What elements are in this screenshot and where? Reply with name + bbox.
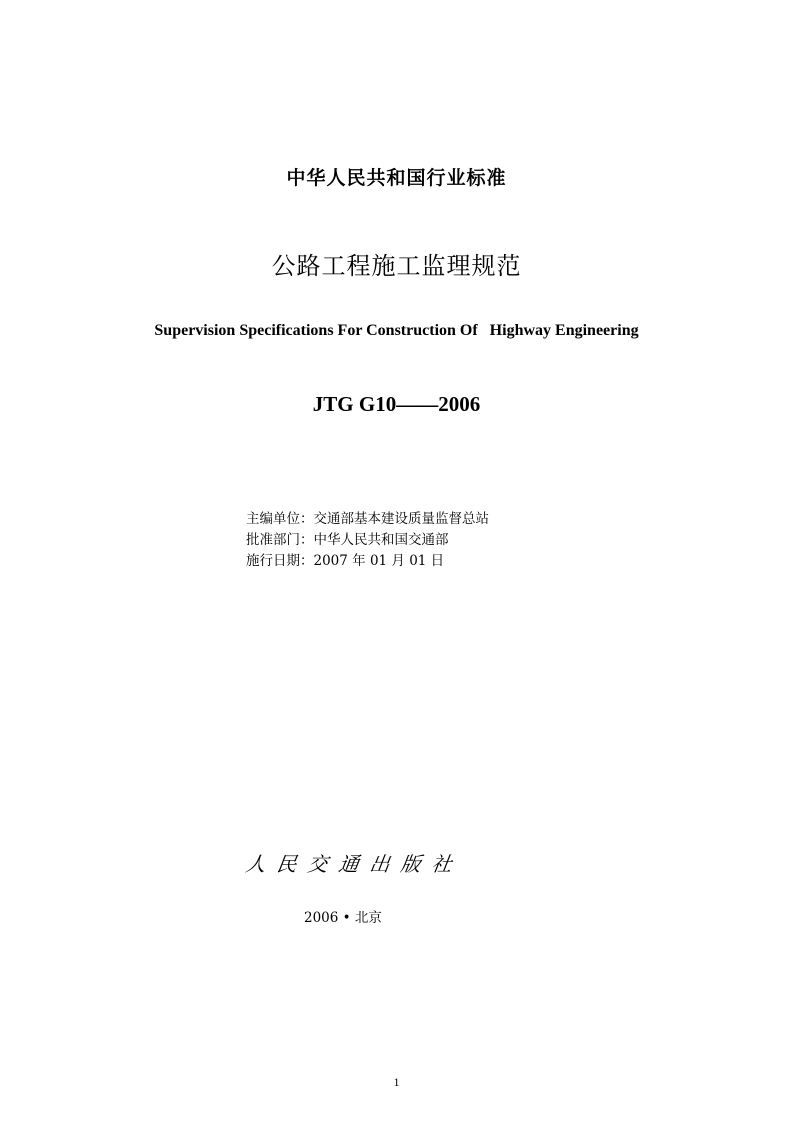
publisher-name: 人民交通出版社 xyxy=(244,852,465,876)
publication-info xyxy=(246,509,489,572)
effective-date: 施行日期：2007 年 01 月 01 日 xyxy=(246,553,445,569)
publication-date-place: 2006 • 北京 xyxy=(304,910,382,926)
editor-unit: 主编单位：交通部基本建设质量监督总站 xyxy=(246,511,489,527)
approving-department: 批准部门：中华人民共和国交通部 xyxy=(246,532,449,548)
standard-type-heading: 中华人民共和国行业标准 xyxy=(286,167,507,189)
document-title-english: Supervision Specifications For Construction Of Highway Engineering xyxy=(154,322,639,339)
document-title-chinese: 公路工程施工监理规范 xyxy=(271,252,522,280)
standard-code: JTG G10——2006 xyxy=(312,392,481,416)
page-number: 1 xyxy=(393,1075,400,1089)
